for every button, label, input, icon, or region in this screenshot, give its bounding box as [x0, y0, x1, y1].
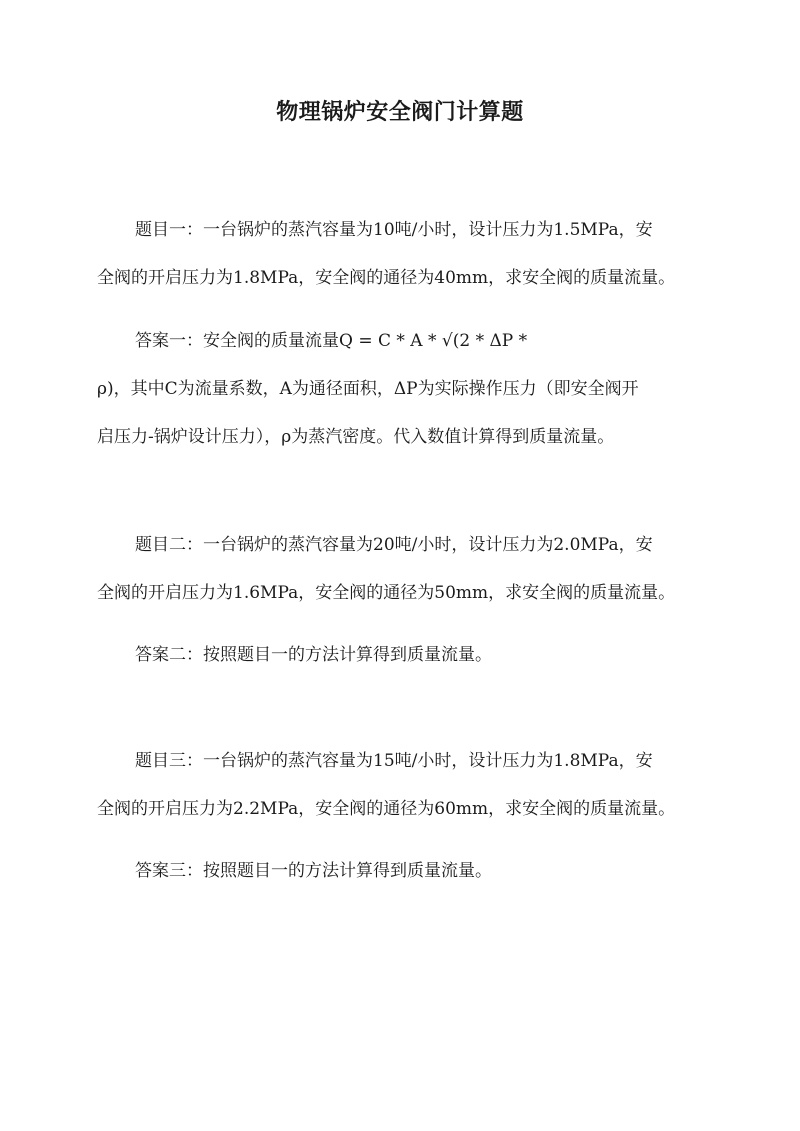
question-2-line-1: 题目二：一台锅炉的蒸汽容量为20吨/小时，设计压力为2.0MPa，安 — [135, 535, 653, 555]
question-3-line-1: 题目三：一台锅炉的蒸汽容量为15吨/小时，设计压力为1.8MPa，安 — [135, 751, 653, 771]
question-3-line-2: 全阀的开启压力为2.2MPa，安全阀的通径为60mm，求安全阀的质量流量。 — [97, 799, 676, 819]
document-title: 物理锅炉安全阀门计算题 — [276, 99, 524, 125]
answer-3-line-1: 答案三：按照题目一的方法计算得到质量流量。 — [135, 861, 492, 881]
answer-1-line-2: ρ)，其中C为流量系数，A为通径面积，ΔP为实际操作压力（即安全阀开 — [97, 379, 639, 399]
question-1-line-2: 全阀的开启压力为1.8MPa，安全阀的通径为40mm，求安全阀的质量流量。 — [97, 268, 676, 288]
answer-1-line-3: 启压力-锅炉设计压力），ρ为蒸汽密度。代入数值计算得到质量流量。 — [97, 427, 615, 447]
answer-1-line-1: 答案一：安全阀的质量流量Q = C * A * √(2 * ΔP * — [135, 331, 528, 351]
question-2-line-2: 全阀的开启压力为1.6MPa，安全阀的通径为50mm，求安全阀的质量流量。 — [97, 583, 676, 603]
answer-2-line-1: 答案二：按照题目一的方法计算得到质量流量。 — [135, 645, 492, 665]
question-1-line-1: 题目一：一台锅炉的蒸汽容量为10吨/小时，设计压力为1.5MPa，安 — [135, 220, 653, 240]
